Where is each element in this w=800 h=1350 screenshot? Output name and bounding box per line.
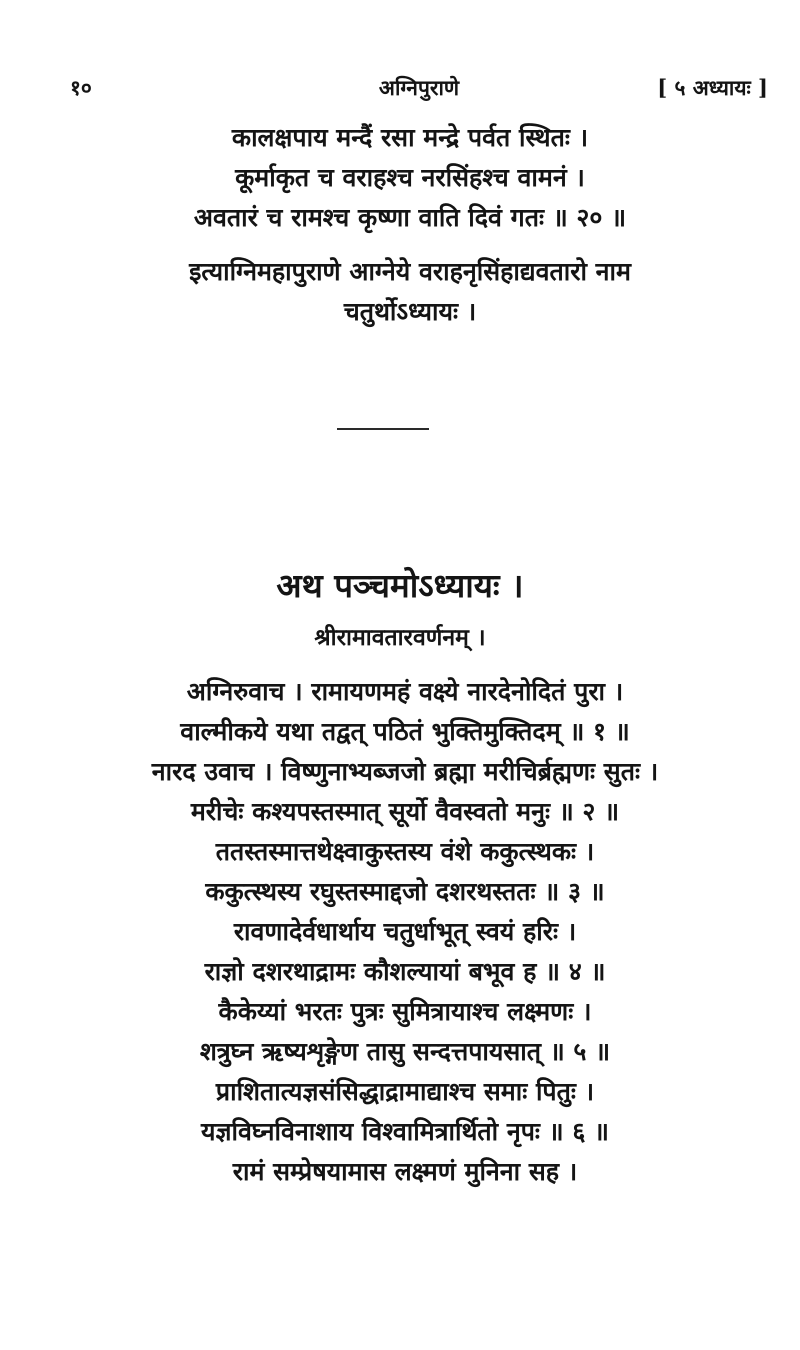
page-number: १० <box>70 75 92 100</box>
page-header <box>70 74 768 110</box>
colophon-line: इत्याग्निमहापुराणे आग्नेये वराहनृसिंहाद्यवतारो नाम <box>189 257 631 286</box>
colophon-line: चतुर्थोऽध्यायः । <box>343 297 477 326</box>
top-verses <box>60 118 760 332</box>
verse-line: कूर्माकृत च वराहश्च नरसिंहश्च वामनं । <box>235 163 585 192</box>
verse-line: वाल्मीकये यथा तद्वत् पठितं भुक्तिमुक्तिदम् ॥ १ ॥ <box>180 717 630 746</box>
verse-line: कालक्षपाय मन्दैं रसा मन्द्रे पर्वत स्थितः । <box>231 123 589 152</box>
verse-line: मरीचेः कश्यपस्तस्मात् सूर्यो वैवस्वतो मनुः ॥ २ ॥ <box>190 797 620 826</box>
verse-line: यज्ञविघ्नविनाशाय विश्वामित्रार्थितो नृपः ॥ ६ ॥ <box>200 1117 610 1146</box>
body-verses <box>50 672 760 1192</box>
verse-line: रामं सम्प्रेषयामास लक्ष्मणं मुनिना सह । <box>232 1157 578 1186</box>
chapter-marker: [ ५ अध्यायः ] <box>657 75 768 100</box>
running-title: अग्निपुराणे <box>378 75 460 100</box>
verse-line: रावणादेर्वधार्थाय चतुर्धाभूत् स्वयं हरिः । <box>233 917 577 946</box>
verse-line: ततस्तस्मात्तथेक्ष्वाकुस्तस्य वंशे ककुत्स्थकः । <box>215 837 595 866</box>
verse-line: शत्रुघ्न ऋष्यशृङ्गेण तासु सन्दत्तपायसात् ॥ ५ ॥ <box>199 1037 611 1066</box>
chapter-subtitle: श्रीरामावतारवर्णनम् । <box>314 624 486 651</box>
verse-line: प्राशितात्यज्ञसंसिद्धाद्रामाद्याश्च समाः पितुः । <box>215 1077 595 1106</box>
section-divider <box>337 428 429 430</box>
verse-line: अवतारं च रामश्च कृष्णा वाति दिवं गतः ॥ २० ॥ <box>193 203 627 232</box>
chapter-heading: अथ पञ्चमोऽध्यायः । <box>276 566 524 605</box>
verse-line: अग्निरुवाच । रामायणमहं वक्ष्ये नारदेनोदितं पुरा । <box>186 677 624 706</box>
verse-line: राज्ञो दशरथाद्रामः कौशल्यायां बभूव ह ॥ ४ ॥ <box>204 957 606 986</box>
verse-line: कैकेय्यां भरतः पुत्रः सुमित्रायाश्च लक्ष्मणः । <box>218 997 592 1026</box>
verse-line: नारद उवाच । विष्णुनाभ्यब्जजो ब्रह्मा मरीचिर्ब्रह्मणः सुतः । <box>151 757 659 786</box>
verse-line: ककुत्स्थस्य रघुस्तस्माद्दजो दशरथस्ततः ॥ ३ ॥ <box>205 877 605 906</box>
